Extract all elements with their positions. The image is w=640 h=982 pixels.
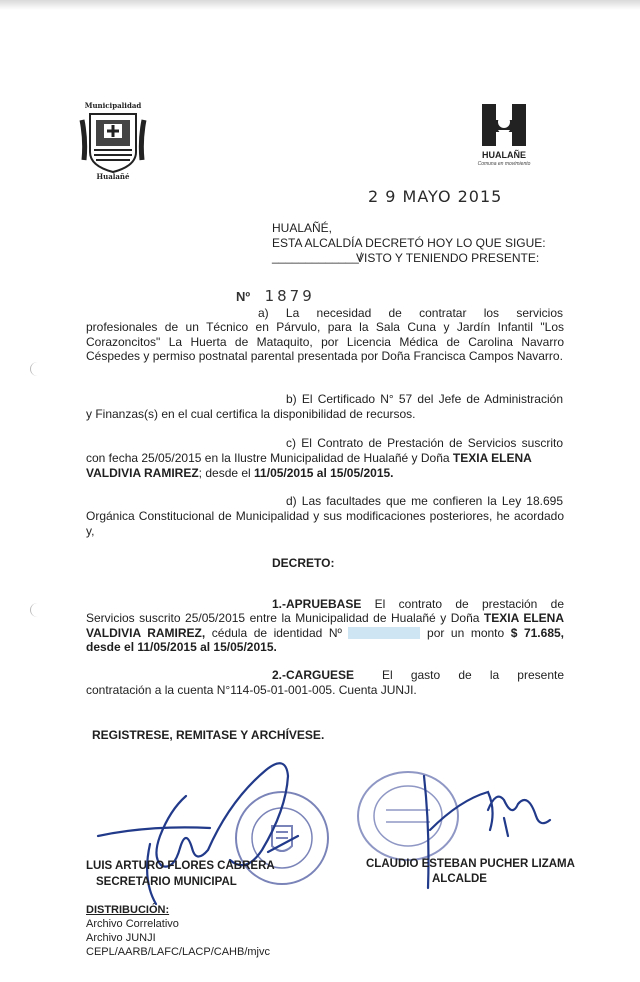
visto-c-name-1: TEXIA ELENA: [452, 451, 532, 465]
decreto-heading: DECRETO:: [272, 556, 335, 570]
signatory-left-name: LUIS ARTURO FLORES CABRERA: [86, 860, 275, 872]
visto-a-body: profesionales de un Técnico en Párvulo, para la Sala Cuna y Jardín Infantil "Los Corazoncitos" La Huerta de Mataquito, por Licencia Médica de Carolina Navarro Céspedes y permiso postnatal parental presentada por Doña Francisca Campos Navarro.: [86, 320, 564, 364]
svg-text:Hualañé: Hualañé: [96, 172, 130, 180]
item-2-body: contratación a la cuenta N°114-05-01-001-005. Cuenta JUNJI.: [86, 683, 417, 697]
item-1-body: [86, 611, 564, 655]
svg-text:Municipalidad: Municipalidad: [84, 101, 142, 110]
item-1-text-2: cédula de identidad Nº: [205, 625, 349, 640]
signature-mayor: [400, 770, 600, 890]
closing-line: REGISTRESE, REMITASE Y ARCHÍVESE.: [92, 728, 325, 742]
visto-c-text-1: con fecha 25/05/2015 en la Ilustre Municipalidad de Hualañé y Doña: [86, 451, 453, 465]
visto-b-first: b) El Certificado N° 57 del Jefe de Administración: [286, 392, 563, 406]
visto-d-first: d) Las facultades que me confieren la Ley 18.695: [286, 494, 563, 508]
stamp-date: 2 9 MAYO 2015: [368, 187, 503, 206]
decree-number-value: 1879: [264, 287, 315, 305]
signatory-right-name: CLAUDIO ESTEBAN PUCHER LIZAMA: [366, 858, 575, 870]
visto-d-body: Orgánica Constitucional de Municipalidad y sus modificaciones posteriores, he acordado y,: [86, 509, 564, 538]
distribution-line: CEPL/AARB/LAFC/LACP/CAHB/mjvc: [86, 946, 270, 958]
svg-text:Comuna en movimiento: Comuna en movimiento: [477, 161, 531, 166]
distribution-title: DISTRIBUCIÓN:: [86, 904, 170, 916]
visto-a-first: a) La necesidad de contratar los servicios: [258, 306, 563, 320]
svg-text:HUALAÑE: HUALAÑE: [482, 150, 526, 160]
item-2-first: [272, 668, 564, 683]
header-line-decree: ESTA ALCALDÍA DECRETÓ HOY LO QUE SIGUE:: [272, 236, 546, 250]
scan-edge: [0, 0, 640, 10]
header-place: HUALAÑÉ,: [272, 221, 333, 235]
visto-c-first: c) El Contrato de Prestación de Servicios suscrito: [286, 436, 563, 450]
item-1-text-3: por un monto: [420, 625, 511, 640]
visto-c-dates: 11/05/2015 al 15/05/2015.: [254, 465, 394, 480]
distribution-line: Archivo Correlativo: [86, 918, 179, 930]
punch-hole-mark: [30, 603, 45, 617]
visto-c-name-2: VALDIVIA RAMIREZ: [86, 465, 199, 480]
item-1-amount: $ 71.685, desde el 11/05/2015 al 15/05/2015.: [86, 625, 564, 655]
decree-number: [236, 287, 315, 306]
item-2-first-text: El gasto de la presente: [382, 668, 564, 682]
punch-hole-mark: [30, 362, 45, 376]
signatory-right-title: ALCALDE: [432, 873, 487, 885]
header-blank-line: _____________/: [272, 250, 363, 264]
item-1-label: 1.-APRUEBASE: [272, 597, 362, 611]
item-2-label: 2.-CARGUESE: [272, 668, 355, 682]
redacted-id-number: [348, 627, 420, 639]
item-1-first-text: El contrato de prestación de: [361, 597, 564, 611]
municipal-crest-logo: [78, 100, 148, 180]
header-visto: VISTO Y TENIENDO PRESENTE:: [356, 251, 540, 265]
item-1-first: [272, 597, 564, 612]
hualane-logo: [476, 100, 536, 166]
decree-number-prefix: Nº: [236, 289, 251, 304]
visto-c-body: [86, 451, 564, 480]
item-1-name: TEXIA ELENA VALDIVIA RAMIREZ,: [86, 611, 564, 640]
distribution-line: Archivo JUNJI: [86, 932, 156, 944]
signatory-left-title: SECRETARIO MUNICIPAL: [96, 876, 237, 888]
visto-c-text-2: ; desde el: [198, 465, 255, 480]
item-1-text-1: Servicios suscrito 25/05/2015 entre la Municipalidad de Hualañé y Doña: [86, 611, 484, 625]
visto-b-body: y Finanzas(s) en el cual certifica la disponibilidad de recursos.: [86, 407, 416, 421]
